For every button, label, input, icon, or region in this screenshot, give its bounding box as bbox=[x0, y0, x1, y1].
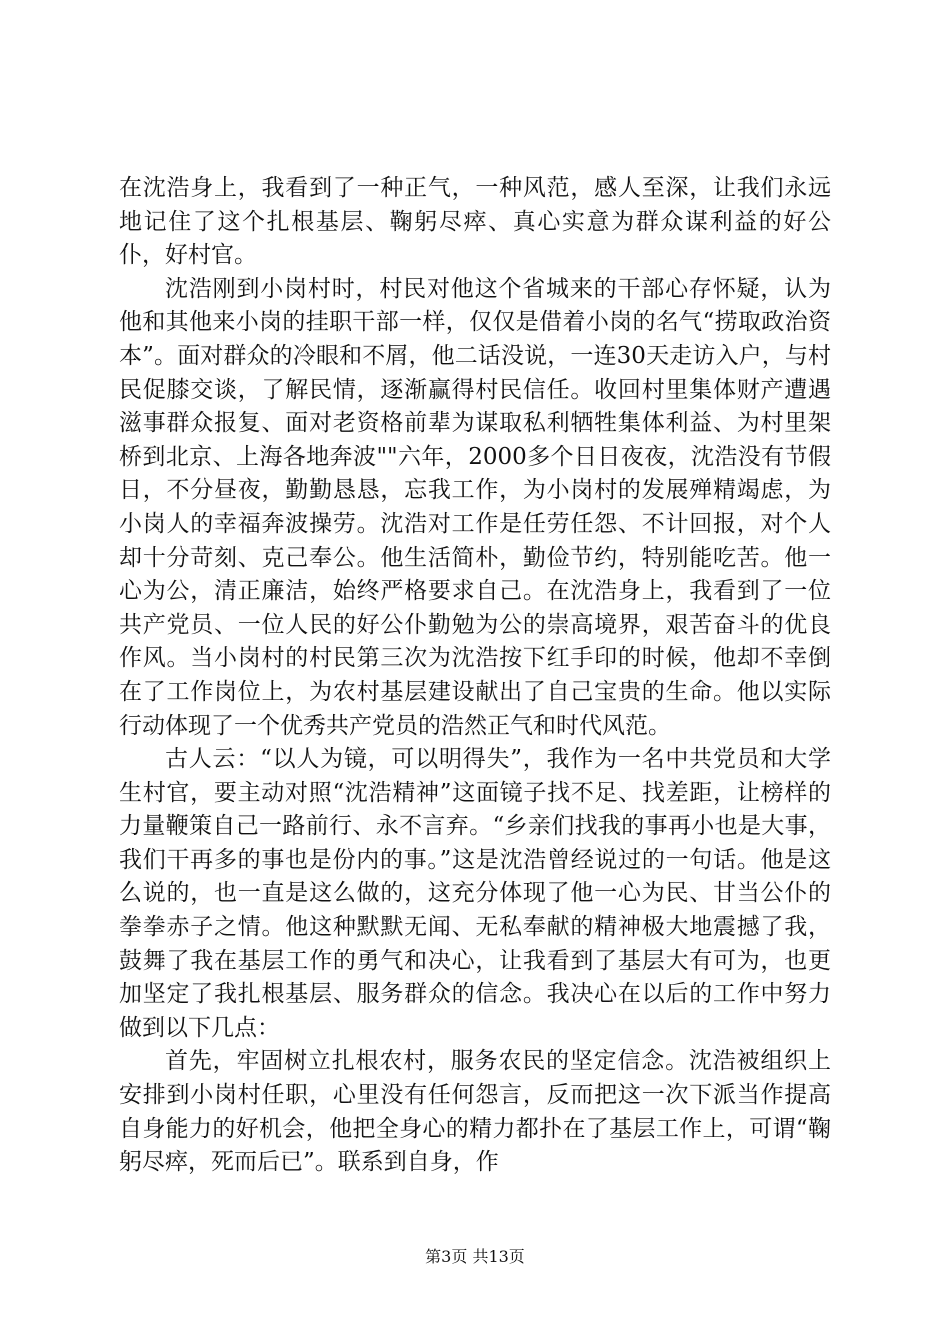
document-body bbox=[119, 172, 831, 1180]
paragraph-1: 在沈浩身上，我看到了一种正气，一种风范，感人至深，让我们永远地记住了这个扎根基层、鞠躬尽瘁、真心实意为群众谋利益的好公仆，好村官。 bbox=[119, 175, 831, 269]
paragraph-2: 沈浩刚到小岗村时，村民对他这个省城来的干部心存怀疑，认为他和其他来小岗的挂职干部一样，仅仅是借着小岗的名气“捞取政治资本”。面对群众的冷眼和不屑，他二话没说，一连30天走访入户，与村民促膝交谈，了解民情，逐渐赢得村民信任。收回村里集体财产遭遇滋事群众报复、面对老资格前辈为谋取私利牺牲集体利益、为村里架桥到北京、上海各地奔波""六年，2000多个日日夜夜，沈浩没有节假日，不分昼夜，勤勤恳恳，忘我工作，为小岗村的发展殚精竭虑，为小岗人的幸福奔波操劳。沈浩对工作是任劳任怨、不计回报，对个人却十分苛刻、克己奉公。他生活简朴，勤俭节约，特别能吃苦。他一心为公，清正廉洁，始终严格要求自己。在沈浩身上，我看到了一位共产党员、一位人民的好公仆勤勉为公的崇高境界，艰苦奋斗的优良作风。当小岗村的村民第三次为沈浩按下红手印的时候，他却不幸倒在了工作岗位上，为农村基层建设献出了自己宝贵的生命。他以实际行动体现了一个优秀共产党员的浩然正气和时代风范。 bbox=[119, 275, 831, 739]
paragraph-3: 古人云：“以人为镜，可以明得失”，我作为一名中共党员和大学生村官，要主动对照“沈浩精神”这面镜子找不足、找差距，让榜样的力量鞭策自己一路前行、永不言弃。“乡亲们找我的事再小也是大事，我们干再多的事也是份内的事。”这是沈浩曾经说过的一句话。他是这么说的，也一直是这么做的，这充分体现了他一心为民、甘当公仆的拳拳赤子之情。他这种默默无闻、无私奉献的精神极大地震撼了我，鼓舞了我在基层工作的勇气和决心，让我看到了基层大有可为，也更加坚定了我扎根基层、服务群众的信念。我决心在以后的工作中努力做到以下几点： bbox=[119, 746, 831, 1041]
page-footer: 第3页 共13页 bbox=[425, 1247, 525, 1266]
paragraph-4: 首先，牢固树立扎根农村，服务农民的坚定信念。沈浩被组织上安排到小岗村任职，心里没有任何怨言，反而把这一次下派当作提高自身能力的好机会，他把全身心的精力都扑在了基层工作上，可谓“鞠躬尽瘁，死而后已”。联系到自身，作 bbox=[119, 1048, 831, 1176]
